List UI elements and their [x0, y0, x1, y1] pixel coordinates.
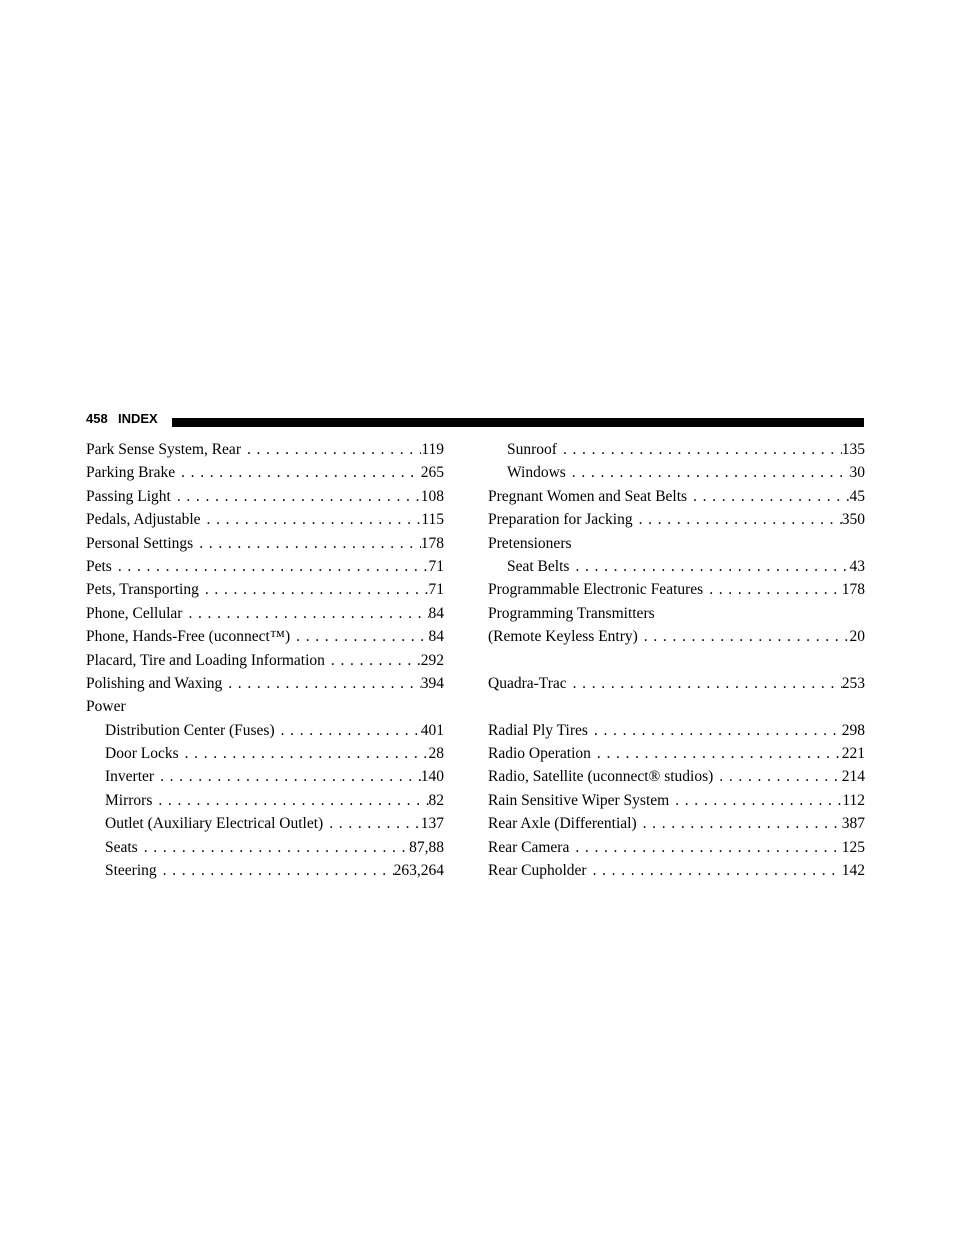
index-entry — [86, 742, 444, 765]
index-entry-page: 142 — [841, 862, 865, 880]
index-entry-page: 140 — [420, 768, 444, 786]
index-entry-page: 43 — [849, 557, 865, 575]
leader-dots — [193, 532, 421, 555]
index-entry-page: 387 — [841, 815, 865, 833]
index-entry-label: Rain Sensitive Wiper System — [488, 791, 670, 809]
index-entry-page: 178 — [420, 534, 444, 552]
index-entry-label: Seats — [105, 838, 138, 856]
index-entry — [86, 765, 444, 788]
page-header — [86, 410, 864, 428]
index-entry-page: 178 — [841, 581, 865, 599]
leader-dots — [182, 602, 428, 625]
leader-dots — [567, 672, 842, 695]
leader-dots — [241, 438, 421, 461]
index-entry-label: Pretensioners — [488, 534, 572, 552]
index-entry — [86, 812, 444, 835]
leader-dots — [569, 836, 841, 859]
index-entry — [488, 485, 865, 508]
index-entry-page: 115 — [421, 511, 444, 529]
leader-dots — [157, 859, 394, 882]
index-entry — [86, 532, 444, 555]
index-entry-label: Quadra-Trac — [488, 674, 567, 692]
index-entry-label: Parking Brake — [86, 464, 176, 482]
leader-dots — [638, 625, 850, 648]
leader-dots — [713, 765, 841, 788]
index-entry-page: 20 — [849, 628, 865, 646]
index-entry-label: Inverter — [105, 768, 155, 786]
index-entry-page: 119 — [421, 441, 444, 458]
leader-dots — [323, 812, 421, 835]
index-entry-label: Seat Belts — [507, 557, 570, 575]
index-entry — [488, 719, 865, 742]
index-entry-label: Sunroof — [507, 441, 557, 458]
index-entry — [488, 789, 865, 812]
index-entry-label: Radio Operation — [488, 745, 591, 763]
index-entry — [86, 602, 444, 625]
index-entry — [488, 602, 865, 625]
index-entry — [488, 461, 865, 484]
index-entry-page: 401 — [420, 721, 444, 739]
header-rule — [172, 418, 864, 427]
leader-dots — [175, 461, 421, 484]
index-entry — [488, 508, 865, 531]
leader-dots — [154, 765, 421, 788]
index-entry-label: Park Sense System, Rear — [86, 441, 241, 458]
index-entry-page: 84 — [428, 604, 444, 622]
index-entry-page: 45 — [849, 487, 865, 505]
index-entry — [488, 672, 865, 695]
index-entry — [86, 578, 444, 601]
leader-dots — [637, 812, 842, 835]
index-entry-label: Distribution Center (Fuses) — [105, 721, 275, 739]
index-entry-label: Placard, Tire and Loading Information — [86, 651, 325, 669]
index-entry-label: Mirrors — [105, 791, 153, 809]
index-entry-label: Steering — [105, 862, 157, 880]
index-entry-label: Rear Axle (Differential) — [488, 815, 637, 833]
index-entry-label: Radial Ply Tires — [488, 721, 588, 739]
section-title: INDEX — [118, 411, 158, 426]
index-entry-label: Radio, Satellite (uconnect® studios) — [488, 768, 714, 786]
index-entry — [86, 836, 444, 859]
index-entry — [488, 555, 865, 578]
index-entry-page: 108 — [420, 487, 444, 505]
leader-dots — [557, 438, 842, 461]
index-entry — [488, 812, 865, 835]
leader-dots — [687, 485, 849, 508]
index-entry-page: 350 — [841, 511, 865, 529]
leader-dots — [275, 719, 421, 742]
index-entry — [86, 672, 444, 695]
leader-dots — [569, 555, 849, 578]
index-entry-label: Pets, Transporting — [86, 581, 199, 599]
index-entry-label: Door Locks — [105, 745, 179, 763]
leader-dots — [290, 625, 428, 648]
index-entry-label: Personal Settings — [86, 534, 194, 552]
index-entry-page: 87,88 — [409, 838, 444, 856]
leader-dots — [201, 508, 422, 531]
index-entry — [86, 789, 444, 812]
leader-dots — [152, 789, 428, 812]
index-entry — [86, 555, 444, 578]
index-entry — [488, 438, 865, 461]
index-entry-page: 292 — [420, 651, 444, 669]
index-entry — [86, 719, 444, 742]
index-entry — [86, 508, 444, 531]
leader-dots — [325, 649, 421, 672]
index-entry-page: 214 — [841, 768, 865, 786]
index-entry-label: Programmable Electronic Features — [488, 581, 704, 599]
index-entry — [488, 836, 865, 859]
index-entry-label: Phone, Hands-Free (uconnect™) — [86, 628, 291, 646]
leader-dots — [112, 555, 429, 578]
index-entry-page: 298 — [841, 721, 865, 739]
index-entry-page: 71 — [428, 581, 444, 599]
index-entry-label: Power — [86, 698, 126, 716]
index-entry-page: 28 — [428, 745, 444, 763]
index-entry-label: Preparation for Jacking — [488, 511, 633, 529]
index-entry — [86, 625, 444, 648]
index-entry-label: Programming Transmitters — [488, 604, 655, 622]
index-entry — [488, 765, 865, 788]
leader-dots — [171, 485, 421, 508]
index-entry-page: 135 — [841, 441, 865, 458]
index-entry — [86, 485, 444, 508]
index-entry-page: 82 — [428, 791, 444, 809]
index-entry-page: 84 — [428, 628, 444, 646]
index-entry — [488, 625, 865, 648]
index-entry — [86, 859, 444, 882]
leader-dots — [138, 836, 409, 859]
index-entry-page: 253 — [841, 674, 865, 692]
index-entry-label: Pets — [86, 557, 112, 575]
leader-dots — [669, 789, 842, 812]
leader-dots — [179, 742, 429, 765]
index-entry-page: 137 — [420, 815, 444, 833]
leader-dots — [703, 578, 842, 601]
index-entry-page: 30 — [849, 464, 865, 482]
page-number: 458 — [86, 411, 108, 426]
index-entry — [488, 859, 865, 882]
leader-dots — [199, 578, 429, 601]
index-entry — [86, 649, 444, 672]
index-entry-label: Rear Cupholder — [488, 862, 587, 880]
index-entry-label: Pedals, Adjustable — [86, 511, 201, 529]
index-entry-label: (Remote Keyless Entry) — [488, 628, 638, 646]
leader-dots — [588, 719, 842, 742]
index-entry-page: 71 — [428, 557, 444, 575]
index-column-left — [86, 438, 444, 882]
index-entry — [488, 532, 865, 555]
index-entry-label: Passing Light — [86, 487, 171, 505]
index-entry-page: 112 — [842, 791, 865, 809]
index-entry-label: Phone, Cellular — [86, 604, 183, 622]
leader-dots — [591, 742, 842, 765]
leader-dots — [566, 461, 850, 484]
index-entry-page: 394 — [420, 674, 444, 692]
index-entry-label: Polishing and Waxing — [86, 674, 223, 692]
index-entry-label: Outlet (Auxiliary Electrical Outlet) — [105, 815, 324, 833]
index-entry-page: 263,264 — [393, 862, 444, 880]
index-entry — [488, 742, 865, 765]
index-entry — [488, 578, 865, 601]
index-entry-page: 125 — [841, 838, 865, 856]
leader-dots — [222, 672, 421, 695]
index-entry-page: 221 — [841, 745, 865, 763]
leader-dots — [633, 508, 842, 531]
index-column-right — [488, 438, 865, 882]
index-entry — [86, 695, 444, 718]
index-entry-page: 265 — [420, 464, 444, 482]
leader-dots — [587, 859, 842, 882]
index-entry-label: Rear Camera — [488, 838, 570, 856]
index-entry-label: Windows — [507, 464, 566, 482]
index-entry — [86, 438, 444, 461]
index-entry-label: Pregnant Women and Seat Belts — [488, 487, 688, 505]
index-entry — [86, 461, 444, 484]
